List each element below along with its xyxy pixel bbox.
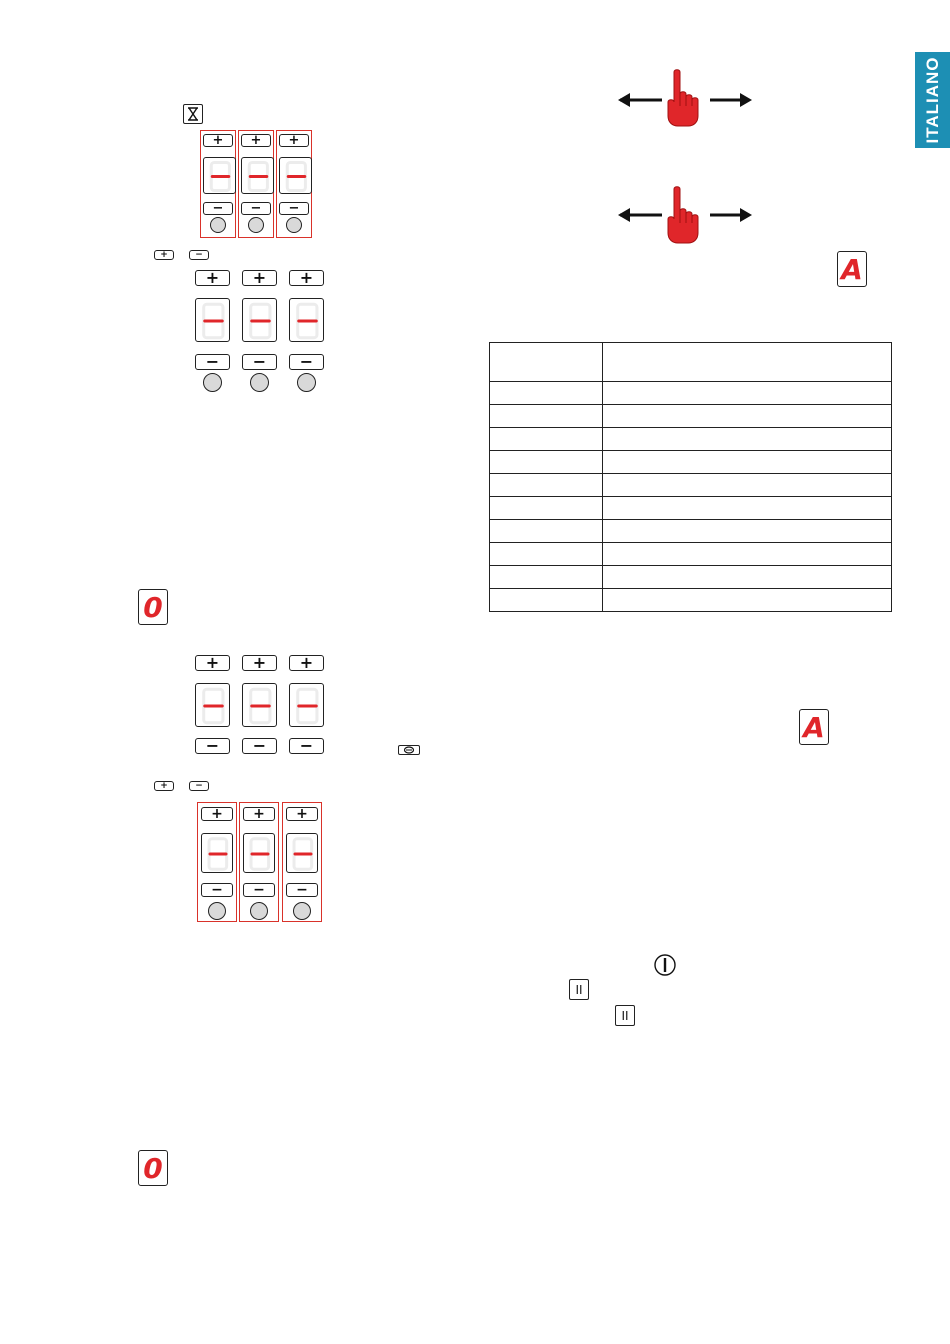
table-cell bbox=[490, 343, 603, 382]
segment-digit-icon bbox=[280, 158, 313, 195]
letter-a-display: A bbox=[799, 709, 829, 745]
zone-indicator-light bbox=[203, 373, 222, 392]
table-cell bbox=[603, 405, 892, 428]
plus-button[interactable]: + bbox=[242, 270, 277, 286]
language-tab-label: ITALIANO bbox=[922, 56, 942, 144]
table-cell bbox=[490, 566, 603, 589]
minus-button[interactable]: − bbox=[203, 202, 233, 215]
zone-indicator-light bbox=[297, 373, 316, 392]
plus-button[interactable]: + bbox=[243, 807, 275, 821]
table-cell bbox=[603, 474, 892, 497]
plus-button[interactable]: + bbox=[201, 807, 233, 821]
plus-button[interactable]: + bbox=[203, 134, 233, 147]
table-cell bbox=[490, 451, 603, 474]
zone-indicator-light bbox=[210, 217, 226, 233]
segment-digit-icon bbox=[202, 834, 234, 874]
zone-display bbox=[286, 833, 318, 873]
minus-button[interactable]: − bbox=[242, 354, 277, 370]
segment-digit-icon bbox=[204, 158, 237, 195]
table-cell bbox=[603, 428, 892, 451]
minus-button[interactable]: − bbox=[195, 354, 230, 370]
key-lock-icon bbox=[398, 745, 420, 755]
zero-display: 0 bbox=[138, 1150, 168, 1186]
segment-digit-icon bbox=[290, 684, 325, 728]
table-cell bbox=[603, 566, 892, 589]
minus-button[interactable]: − bbox=[241, 202, 271, 215]
table-cell bbox=[603, 589, 892, 612]
plus-button[interactable]: + bbox=[289, 655, 324, 671]
minus-key-icon: − bbox=[189, 781, 209, 791]
table-cell bbox=[603, 451, 892, 474]
zone-indicator-light bbox=[293, 902, 311, 920]
plus-button[interactable]: + bbox=[195, 270, 230, 286]
zone-display bbox=[289, 683, 324, 727]
zero-display: 0 bbox=[138, 589, 168, 625]
zone-indicator-light bbox=[248, 217, 264, 233]
zone-display bbox=[242, 683, 277, 727]
zone-display bbox=[195, 298, 230, 342]
table-row bbox=[490, 382, 892, 405]
swipe-hand-icon bbox=[616, 185, 756, 245]
segment-digit-icon bbox=[196, 299, 231, 343]
table-row bbox=[490, 474, 892, 497]
table-row bbox=[490, 589, 892, 612]
plus-button[interactable]: + bbox=[242, 655, 277, 671]
hourglass-icon bbox=[183, 104, 203, 124]
plus-button[interactable]: + bbox=[279, 134, 309, 147]
zone-display bbox=[203, 157, 236, 194]
segment-digit-icon bbox=[287, 834, 319, 874]
segment-digit-icon bbox=[196, 684, 231, 728]
plus-button[interactable]: + bbox=[286, 807, 318, 821]
table-cell bbox=[603, 343, 892, 382]
zone-display bbox=[241, 157, 274, 194]
segment-digit-icon bbox=[243, 299, 278, 343]
pause-icon: II bbox=[615, 1005, 635, 1026]
segment-digit-icon bbox=[242, 158, 275, 195]
table-cell bbox=[490, 520, 603, 543]
pause-icon: II bbox=[569, 979, 589, 1000]
minus-key-icon: − bbox=[189, 250, 209, 260]
table-row bbox=[490, 520, 892, 543]
minus-button[interactable]: − bbox=[201, 883, 233, 897]
table-row bbox=[490, 428, 892, 451]
table-row bbox=[490, 405, 892, 428]
zone-display bbox=[279, 157, 312, 194]
table-cell bbox=[603, 382, 892, 405]
power-icon bbox=[653, 953, 677, 977]
table-cell bbox=[490, 497, 603, 520]
minus-button[interactable]: − bbox=[289, 738, 324, 754]
minus-button[interactable]: − bbox=[289, 354, 324, 370]
table-cell bbox=[603, 520, 892, 543]
table-row bbox=[490, 497, 892, 520]
language-tab bbox=[915, 52, 950, 148]
zone-display bbox=[243, 833, 275, 873]
minus-button[interactable]: − bbox=[243, 883, 275, 897]
table-row bbox=[490, 343, 892, 382]
minus-button[interactable]: − bbox=[286, 883, 318, 897]
plus-button[interactable]: + bbox=[195, 655, 230, 671]
minus-button[interactable]: − bbox=[242, 738, 277, 754]
table-row bbox=[490, 566, 892, 589]
plus-button[interactable]: + bbox=[289, 270, 324, 286]
table-cell bbox=[490, 382, 603, 405]
data-table bbox=[489, 342, 892, 612]
zone-display bbox=[242, 298, 277, 342]
table-cell bbox=[490, 405, 603, 428]
table-cell bbox=[490, 589, 603, 612]
zone-display bbox=[195, 683, 230, 727]
table-cell bbox=[603, 543, 892, 566]
zone-indicator-light bbox=[250, 902, 268, 920]
plus-key-icon: + bbox=[154, 250, 174, 260]
zone-display bbox=[289, 298, 324, 342]
plus-button[interactable]: + bbox=[241, 134, 271, 147]
segment-digit-icon bbox=[244, 834, 276, 874]
plus-key-icon: + bbox=[154, 781, 174, 791]
letter-a-display: A bbox=[837, 251, 867, 287]
zone-indicator-light bbox=[250, 373, 269, 392]
minus-button[interactable]: − bbox=[195, 738, 230, 754]
swipe-hand-icon bbox=[616, 68, 756, 128]
minus-button[interactable]: − bbox=[279, 202, 309, 215]
zone-indicator-light bbox=[286, 217, 302, 233]
segment-digit-icon bbox=[243, 684, 278, 728]
table-cell bbox=[490, 428, 603, 451]
segment-digit-icon bbox=[290, 299, 325, 343]
zone-display bbox=[201, 833, 233, 873]
table-cell bbox=[490, 474, 603, 497]
table-cell bbox=[603, 497, 892, 520]
zone-indicator-light bbox=[208, 902, 226, 920]
table-row bbox=[490, 543, 892, 566]
table-cell bbox=[490, 543, 603, 566]
table-row bbox=[490, 451, 892, 474]
